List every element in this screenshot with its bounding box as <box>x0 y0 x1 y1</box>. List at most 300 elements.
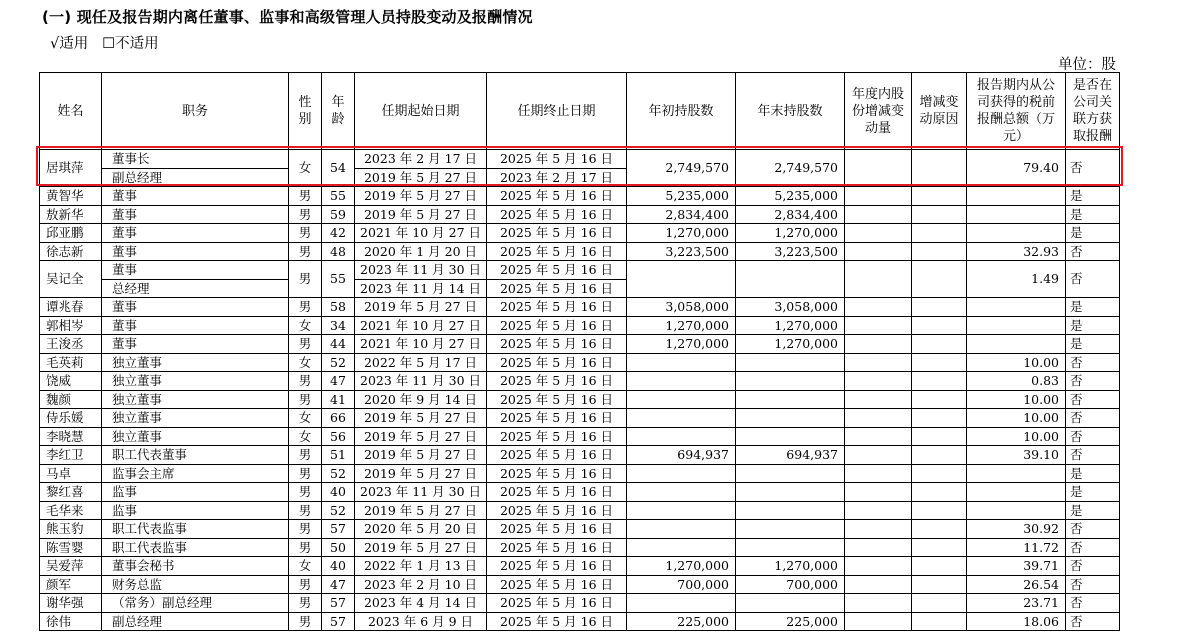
cell-position: 独立董事 <box>102 353 289 372</box>
cell-end-date: 2025 年 5 月 16 日 <box>487 353 627 372</box>
cell-reason <box>912 501 967 520</box>
cell-shares-begin <box>627 372 736 391</box>
table-row <box>40 150 1120 169</box>
cell-change <box>845 446 912 465</box>
cell-name: 谭兆春 <box>40 298 102 317</box>
cell-pay: 10.00 <box>967 409 1066 428</box>
cell-name: 李晓慧 <box>40 427 102 446</box>
cell-end-date: 2025 年 5 月 16 日 <box>487 150 627 169</box>
table-row <box>40 261 1120 280</box>
table-row <box>40 575 1120 594</box>
cell-shares-end <box>736 390 845 409</box>
cell-end-date: 2025 年 5 月 16 日 <box>487 187 627 206</box>
table-header-row <box>40 73 1120 150</box>
cell-start-date: 2021 年 10 月 27 日 <box>355 224 487 243</box>
cell-change <box>845 353 912 372</box>
cell-shares-begin <box>627 594 736 613</box>
cell-shares-end: 3,223,500 <box>736 242 845 261</box>
cell-start-date: 2022 年 1 月 13 日 <box>355 557 487 576</box>
cell-shares-begin: 700,000 <box>627 575 736 594</box>
cell-gender: 男 <box>289 464 322 483</box>
cell-change <box>845 520 912 539</box>
cell-pay: 10.00 <box>967 427 1066 446</box>
cell-age: 41 <box>322 390 355 409</box>
cell-reason <box>912 372 967 391</box>
cell-gender: 男 <box>289 483 322 502</box>
cell-position: 职工代表监事 <box>102 520 289 539</box>
table-row <box>40 298 1120 317</box>
cell-shares-end: 1,270,000 <box>736 224 845 243</box>
cell-age: 56 <box>322 427 355 446</box>
cell-pay: 11.72 <box>967 538 1066 557</box>
cell-gender: 男 <box>289 187 322 206</box>
cell-start-date: 2019 年 5 月 27 日 <box>355 427 487 446</box>
cell-change <box>845 501 912 520</box>
cell-related: 否 <box>1066 261 1120 298</box>
cell-shares-begin: 5,235,000 <box>627 187 736 206</box>
cell-shares-begin: 694,937 <box>627 446 736 465</box>
cell-name: 敖新华 <box>40 205 102 224</box>
cell-shares-end <box>736 594 845 613</box>
cell-age: 51 <box>322 446 355 465</box>
table-row <box>40 594 1120 613</box>
cell-gender: 女 <box>289 557 322 576</box>
cell-name: 毛华来 <box>40 501 102 520</box>
cell-shares-begin <box>627 427 736 446</box>
cell-position: 董事 <box>102 335 289 354</box>
cell-shares-begin <box>627 409 736 428</box>
cell-name: 邱亚鹏 <box>40 224 102 243</box>
cell-end-date: 2025 年 5 月 16 日 <box>487 501 627 520</box>
cell-shares-end: 1,270,000 <box>736 557 845 576</box>
cell-related: 否 <box>1066 372 1120 391</box>
applicability-row <box>50 32 159 53</box>
cell-end-date: 2025 年 5 月 16 日 <box>487 298 627 317</box>
cell-pay: 23.71 <box>967 594 1066 613</box>
cell-start-date: 2019 年 5 月 27 日 <box>355 205 487 224</box>
cell-shares-begin <box>627 538 736 557</box>
cell-shares-end <box>736 520 845 539</box>
table-row <box>40 187 1120 206</box>
cell-related: 是 <box>1066 205 1120 224</box>
cell-position: 职工代表监事 <box>102 538 289 557</box>
cell-pay: 79.40 <box>967 150 1066 187</box>
cell-position: 职工代表董事 <box>102 446 289 465</box>
cell-shares-end <box>736 538 845 557</box>
cell-gender: 男 <box>289 242 322 261</box>
cell-end-date: 2025 年 5 月 16 日 <box>487 279 627 298</box>
cell-start-date: 2019 年 5 月 27 日 <box>355 501 487 520</box>
cell-shares-begin: 1,270,000 <box>627 316 736 335</box>
cell-name: 李红卫 <box>40 446 102 465</box>
cell-related: 否 <box>1066 390 1120 409</box>
cell-pay: 39.10 <box>967 446 1066 465</box>
cell-related: 是 <box>1066 335 1120 354</box>
cell-position: 董事长 <box>102 150 289 169</box>
cell-position: 财务总监 <box>102 575 289 594</box>
cell-reason <box>912 187 967 206</box>
cell-name: 陈雪婴 <box>40 538 102 557</box>
table-row <box>40 242 1120 261</box>
cell-gender: 男 <box>289 372 322 391</box>
cell-reason <box>912 242 967 261</box>
cell-change <box>845 575 912 594</box>
cell-position: 副总经理 <box>102 168 289 187</box>
table-row <box>40 409 1120 428</box>
cell-position: 董事 <box>102 205 289 224</box>
table-row <box>40 353 1120 372</box>
cell-name: 毛英莉 <box>40 353 102 372</box>
cell-gender: 男 <box>289 612 322 631</box>
table-row <box>40 557 1120 576</box>
cell-shares-begin <box>627 464 736 483</box>
cell-position: （常务）副总经理 <box>102 594 289 613</box>
cell-shares-end: 1,270,000 <box>736 316 845 335</box>
cell-pay: 26.54 <box>967 575 1066 594</box>
cell-age: 57 <box>322 594 355 613</box>
cell-shares-end: 694,937 <box>736 446 845 465</box>
cell-name: 饶威 <box>40 372 102 391</box>
cell-age: 40 <box>322 483 355 502</box>
cell-age: 40 <box>322 557 355 576</box>
cell-age: 44 <box>322 335 355 354</box>
cell-start-date: 2023 年 4 月 14 日 <box>355 594 487 613</box>
cell-pay <box>967 298 1066 317</box>
cell-shares-begin: 1,270,000 <box>627 335 736 354</box>
cell-reason <box>912 261 967 298</box>
cell-related: 是 <box>1066 187 1120 206</box>
cell-start-date: 2021 年 10 月 27 日 <box>355 335 487 354</box>
cell-shares-end <box>736 483 845 502</box>
cell-position: 独立董事 <box>102 372 289 391</box>
cell-age: 66 <box>322 409 355 428</box>
cell-age: 34 <box>322 316 355 335</box>
cell-name: 吴记全 <box>40 261 102 298</box>
cell-gender: 女 <box>289 409 322 428</box>
cell-reason <box>912 205 967 224</box>
cell-gender: 男 <box>289 261 322 298</box>
cell-age: 52 <box>322 353 355 372</box>
cell-name: 郭相岑 <box>40 316 102 335</box>
cell-pay <box>967 316 1066 335</box>
cell-related: 否 <box>1066 575 1120 594</box>
cell-gender: 男 <box>289 520 322 539</box>
cell-shares-end: 3,058,000 <box>736 298 845 317</box>
cell-position: 独立董事 <box>102 409 289 428</box>
applicable-option: √适用 <box>50 36 89 52</box>
cell-name: 谢华强 <box>40 594 102 613</box>
section-heading: (一) 现任及报告期内离任董事、监事和高级管理人员持股变动及报酬情况 <box>42 8 533 26</box>
cell-start-date: 2020 年 1 月 20 日 <box>355 242 487 261</box>
cell-age: 58 <box>322 298 355 317</box>
cell-reason <box>912 446 967 465</box>
table-row <box>40 501 1120 520</box>
cell-start-date: 2023 年 2 月 10 日 <box>355 575 487 594</box>
cell-change <box>845 316 912 335</box>
cell-end-date: 2023 年 2 月 17 日 <box>487 168 627 187</box>
cell-position: 监事会主席 <box>102 464 289 483</box>
cell-pay: 0.83 <box>967 372 1066 391</box>
cell-end-date: 2025 年 5 月 16 日 <box>487 242 627 261</box>
cell-start-date: 2023 年 11 月 14 日 <box>355 279 487 298</box>
cell-age: 48 <box>322 242 355 261</box>
cell-change <box>845 150 912 187</box>
cell-end-date: 2025 年 5 月 16 日 <box>487 594 627 613</box>
cell-end-date: 2025 年 5 月 16 日 <box>487 372 627 391</box>
cell-shares-end: 2,749,570 <box>736 150 845 187</box>
table-row <box>40 520 1120 539</box>
cell-change <box>845 427 912 446</box>
cell-change <box>845 594 912 613</box>
cell-gender: 男 <box>289 501 322 520</box>
col-header-gender: 性别 <box>289 73 322 150</box>
cell-shares-end <box>736 409 845 428</box>
cell-change <box>845 335 912 354</box>
cell-change <box>845 224 912 243</box>
cell-related: 是 <box>1066 316 1120 335</box>
cell-position: 副总经理 <box>102 612 289 631</box>
cell-shares-begin: 2,749,570 <box>627 150 736 187</box>
cell-gender: 男 <box>289 446 322 465</box>
cell-end-date: 2025 年 5 月 16 日 <box>487 316 627 335</box>
cell-shares-end <box>736 353 845 372</box>
cell-start-date: 2023 年 11 月 30 日 <box>355 372 487 391</box>
cell-age: 52 <box>322 501 355 520</box>
col-header-change: 年度内股份增减变动量 <box>845 73 912 150</box>
cell-name: 居琪萍 <box>40 150 102 187</box>
shareholding-table <box>39 72 1120 631</box>
cell-name: 马卓 <box>40 464 102 483</box>
cell-start-date: 2019 年 5 月 27 日 <box>355 446 487 465</box>
cell-end-date: 2025 年 5 月 16 日 <box>487 261 627 280</box>
cell-reason <box>912 353 967 372</box>
cell-end-date: 2025 年 5 月 16 日 <box>487 575 627 594</box>
cell-related: 否 <box>1066 353 1120 372</box>
cell-end-date: 2025 年 5 月 16 日 <box>487 335 627 354</box>
cell-end-date: 2025 年 5 月 16 日 <box>487 612 627 631</box>
cell-pay: 1.49 <box>967 261 1066 298</box>
cell-related: 否 <box>1066 612 1120 631</box>
col-header-name: 姓名 <box>40 73 102 150</box>
not-applicable-option: 不适用 <box>115 36 159 52</box>
col-header-age: 年龄 <box>322 73 355 150</box>
col-header-shares-end: 年末持股数 <box>736 73 845 150</box>
cell-age: 57 <box>322 612 355 631</box>
cell-position: 总经理 <box>102 279 289 298</box>
cell-shares-begin: 1,270,000 <box>627 557 736 576</box>
cell-related: 否 <box>1066 242 1120 261</box>
cell-pay: 10.00 <box>967 353 1066 372</box>
cell-reason <box>912 298 967 317</box>
cell-reason <box>912 594 967 613</box>
cell-related: 是 <box>1066 464 1120 483</box>
cell-reason <box>912 335 967 354</box>
cell-shares-begin: 3,223,500 <box>627 242 736 261</box>
cell-start-date: 2023 年 11 月 30 日 <box>355 483 487 502</box>
cell-related: 否 <box>1066 409 1120 428</box>
cell-end-date: 2025 年 5 月 16 日 <box>487 224 627 243</box>
cell-shares-end: 1,270,000 <box>736 335 845 354</box>
cell-name: 徐志新 <box>40 242 102 261</box>
cell-reason <box>912 316 967 335</box>
cell-related: 否 <box>1066 446 1120 465</box>
cell-start-date: 2019 年 5 月 27 日 <box>355 187 487 206</box>
cell-shares-begin: 3,058,000 <box>627 298 736 317</box>
cell-pay: 39.71 <box>967 557 1066 576</box>
cell-age: 57 <box>322 520 355 539</box>
cell-related: 否 <box>1066 594 1120 613</box>
cell-change <box>845 390 912 409</box>
cell-shares-begin <box>627 261 736 298</box>
table-row <box>40 483 1120 502</box>
table-row <box>40 316 1120 335</box>
cell-gender: 男 <box>289 205 322 224</box>
cell-reason <box>912 464 967 483</box>
cell-position: 董事 <box>102 242 289 261</box>
cell-name: 熊玉豹 <box>40 520 102 539</box>
table-row <box>40 446 1120 465</box>
cell-position: 董事 <box>102 224 289 243</box>
cell-change <box>845 205 912 224</box>
cell-pay: 30.92 <box>967 520 1066 539</box>
cell-end-date: 2025 年 5 月 16 日 <box>487 409 627 428</box>
cell-position: 董事 <box>102 261 289 280</box>
cell-age: 47 <box>322 372 355 391</box>
table-row <box>40 372 1120 391</box>
cell-position: 董事 <box>102 298 289 317</box>
cell-shares-end <box>736 501 845 520</box>
cell-related: 否 <box>1066 150 1120 187</box>
cell-pay: 10.00 <box>967 390 1066 409</box>
col-header-position: 职务 <box>102 73 289 150</box>
cell-end-date: 2025 年 5 月 16 日 <box>487 446 627 465</box>
cell-start-date: 2021 年 10 月 27 日 <box>355 316 487 335</box>
cell-shares-begin: 2,834,400 <box>627 205 736 224</box>
cell-position: 董事 <box>102 187 289 206</box>
col-header-reason: 增减变动原因 <box>912 73 967 150</box>
cell-reason <box>912 427 967 446</box>
unit-label: 单位：股 <box>1058 57 1116 73</box>
cell-position: 董事 <box>102 316 289 335</box>
cell-related: 否 <box>1066 520 1120 539</box>
cell-gender: 男 <box>289 575 322 594</box>
table-row <box>40 335 1120 354</box>
cell-reason <box>912 612 967 631</box>
cell-age: 52 <box>322 464 355 483</box>
cell-gender: 男 <box>289 390 322 409</box>
cell-start-date: 2019 年 5 月 27 日 <box>355 464 487 483</box>
cell-shares-begin <box>627 353 736 372</box>
table-row <box>40 612 1120 631</box>
cell-shares-end: 5,235,000 <box>736 187 845 206</box>
not-applicable-checkbox-icon: ☐ <box>102 36 116 52</box>
cell-pay <box>967 187 1066 206</box>
cell-shares-end <box>736 372 845 391</box>
cell-start-date: 2019 年 5 月 27 日 <box>355 409 487 428</box>
cell-pay <box>967 501 1066 520</box>
cell-shares-begin <box>627 390 736 409</box>
col-header-pay: 报告期内从公司获得的税前报酬总额（万元） <box>967 73 1066 150</box>
cell-related: 否 <box>1066 557 1120 576</box>
cell-change <box>845 464 912 483</box>
cell-start-date: 2020 年 9 月 14 日 <box>355 390 487 409</box>
cell-end-date: 2025 年 5 月 16 日 <box>487 557 627 576</box>
cell-pay <box>967 464 1066 483</box>
cell-change <box>845 612 912 631</box>
cell-related: 是 <box>1066 483 1120 502</box>
cell-age: 47 <box>322 575 355 594</box>
cell-start-date: 2020 年 5 月 20 日 <box>355 520 487 539</box>
cell-pay <box>967 205 1066 224</box>
cell-gender: 女 <box>289 150 322 187</box>
col-header-end-date: 任期终止日期 <box>487 73 627 150</box>
cell-shares-end <box>736 261 845 298</box>
cell-age: 59 <box>322 205 355 224</box>
cell-reason <box>912 224 967 243</box>
cell-gender: 女 <box>289 427 322 446</box>
cell-gender: 女 <box>289 353 322 372</box>
cell-related: 是 <box>1066 501 1120 520</box>
cell-shares-begin: 225,000 <box>627 612 736 631</box>
col-header-shares-begin: 年初持股数 <box>627 73 736 150</box>
cell-related: 否 <box>1066 538 1120 557</box>
cell-gender: 男 <box>289 224 322 243</box>
cell-change <box>845 409 912 428</box>
cell-change <box>845 187 912 206</box>
cell-reason <box>912 557 967 576</box>
cell-position: 监事 <box>102 501 289 520</box>
cell-related: 是 <box>1066 298 1120 317</box>
cell-reason <box>912 520 967 539</box>
cell-change <box>845 538 912 557</box>
cell-age: 50 <box>322 538 355 557</box>
cell-gender: 男 <box>289 335 322 354</box>
cell-age: 42 <box>322 224 355 243</box>
cell-pay: 32.93 <box>967 242 1066 261</box>
cell-position: 监事 <box>102 483 289 502</box>
cell-change <box>845 372 912 391</box>
cell-end-date: 2025 年 5 月 16 日 <box>487 483 627 502</box>
cell-change <box>845 557 912 576</box>
cell-shares-end <box>736 464 845 483</box>
cell-pay <box>967 224 1066 243</box>
cell-start-date: 2022 年 5 月 17 日 <box>355 353 487 372</box>
cell-shares-end <box>736 427 845 446</box>
table-row <box>40 224 1120 243</box>
cell-change <box>845 483 912 502</box>
cell-shares-begin <box>627 483 736 502</box>
cell-gender: 女 <box>289 316 322 335</box>
cell-end-date: 2025 年 5 月 16 日 <box>487 427 627 446</box>
cell-pay: 18.06 <box>967 612 1066 631</box>
cell-name: 徐伟 <box>40 612 102 631</box>
table-row <box>40 464 1120 483</box>
cell-start-date: 2019 年 5 月 27 日 <box>355 538 487 557</box>
cell-shares-begin: 1,270,000 <box>627 224 736 243</box>
cell-reason <box>912 409 967 428</box>
cell-gender: 男 <box>289 594 322 613</box>
cell-position: 独立董事 <box>102 390 289 409</box>
cell-end-date: 2025 年 5 月 16 日 <box>487 538 627 557</box>
cell-related: 是 <box>1066 224 1120 243</box>
cell-name: 魏颜 <box>40 390 102 409</box>
cell-shares-end: 2,834,400 <box>736 205 845 224</box>
cell-start-date: 2019 年 5 月 27 日 <box>355 298 487 317</box>
cell-end-date: 2025 年 5 月 16 日 <box>487 205 627 224</box>
cell-end-date: 2025 年 5 月 16 日 <box>487 390 627 409</box>
cell-name: 侍乐媛 <box>40 409 102 428</box>
cell-name: 颜军 <box>40 575 102 594</box>
